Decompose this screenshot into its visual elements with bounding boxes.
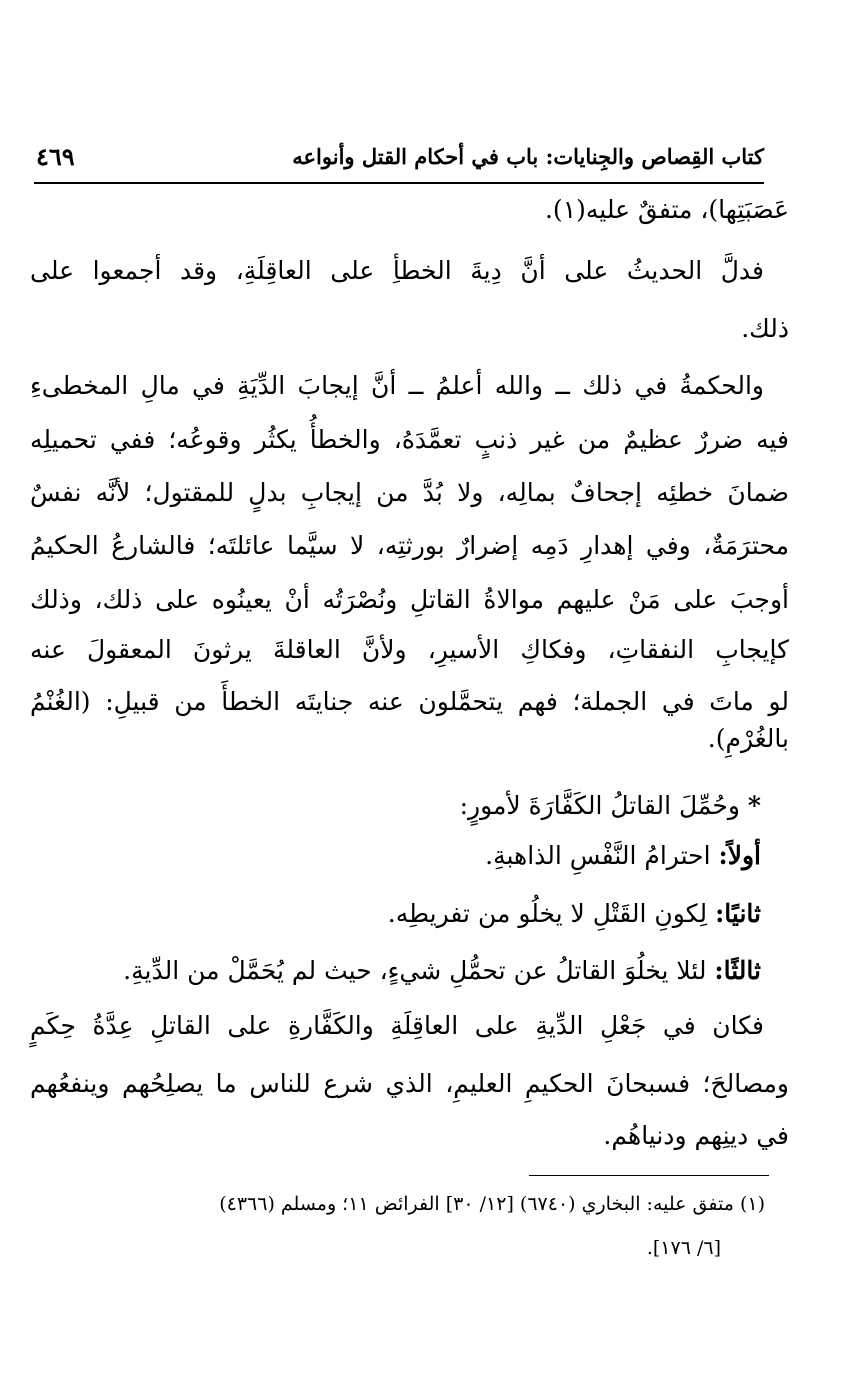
list-item-label: أولاً: [718, 841, 761, 870]
chapter-title: كتاب القِصاص والجِنايات: باب في أحكام القتل وأنواعه [292, 144, 764, 169]
list-item-text: احترامُ النَّفْسِ الذاهبةِ. [485, 841, 711, 870]
list-item-text: لئلا يخلُوَ القاتلُ عن تحمُّلِ شيءٍ، حيث لم يُحَمَّلْ من الدِّيةِ. [123, 956, 707, 985]
list-item-label: ثالثًا: [714, 956, 761, 985]
text-line: بالغُرْمِ). [707, 724, 789, 753]
list-item [388, 898, 761, 929]
bullet-heading [460, 790, 761, 821]
text-line: كإيجابِ النفقاتِ، وفكاكِ الأسيرِ، ولأنَّ العاقلةَ يرثونَ المعقولَ عنه [30, 635, 789, 664]
text-line: فدلَّ الحديثُ على أنَّ دِيةَ الخطأِ على العاقِلَةِ، وقد أجمعوا على [30, 256, 764, 285]
list-item-label: ثانيًا: [715, 899, 761, 928]
bullet-text: وحُمِّلَ القاتلُ الكَفَّارَةَ لأمورٍ: [459, 791, 740, 820]
text-line: ضمانَ خطئِه إجحافٌ بمالِه، ولا بُدَّ من إيجابِ بدلٍ للمقتول؛ لأنَّه نفسٌ [30, 478, 789, 507]
text-line: لو ماتَ في الجملة؛ فهم يتحمَّلون عنه جنايتَه الخطأَ من قبيلِ: (الغُنْمُ [30, 687, 789, 716]
text-line: أوجبَ على مَنْ عليهم موالاةُ القاتلِ ونُصْرَتُه أنْ يعينُوه على ذلك، وذلك [30, 585, 789, 614]
text-line: ذلك. [741, 314, 789, 343]
text-line: في دينِهم ودنياهُم. [603, 1121, 789, 1150]
list-item [123, 955, 761, 986]
text-line: والحكمةُ في ذلك ــ والله أعلمُ ــ أنَّ إيجابَ الدِّيَةِ في مالِ المخطىءِ [30, 371, 764, 400]
footnote-line: (١) متفق عليه: البخاري (٦٧٤٠) [١٢/ ٣٠] الفرائض ١١؛ ومسلم (٤٣٦٦) [219, 1193, 765, 1215]
text-line: محترَمَةٌ، وفي إهدارِ دَمِه إضرارٌ بورثتِه، لا سيَّما عائلتَه؛ فالشارعُ الحكيمُ [30, 531, 789, 560]
page-number: ٤٦٩ [36, 142, 75, 171]
footnote-separator [529, 1175, 769, 1176]
list-item-text: لِكونِ القَتْلِ لا يخلُو من تفريطِه. [387, 899, 708, 928]
bullet-marker: * [747, 791, 761, 820]
list-item [485, 840, 761, 871]
text-line: ومصالحَ؛ فسبحانَ الحكيمِ العليمِ، الذي شرع للناس ما يصلِحُهم وينفعُهم [30, 1069, 789, 1098]
text-line: فكان في جَعْلِ الدِّيةِ على العاقِلَةِ والكَفَّارةِ على القاتلِ عِدَّةُ حِكَمٍ [30, 1011, 764, 1040]
footnote-line: [٦/ ١٧٦]. [646, 1237, 721, 1259]
text-line: فيه ضررٌ عظيمٌ من غير ذنبٍ تعمَّدَهُ، والخطأُ يكثُر وقوعُه؛ ففي تحميلِه [30, 425, 789, 454]
text-line: عَصَبَتِها)، متفقٌ عليه(١). [544, 195, 789, 224]
running-header [34, 138, 764, 184]
